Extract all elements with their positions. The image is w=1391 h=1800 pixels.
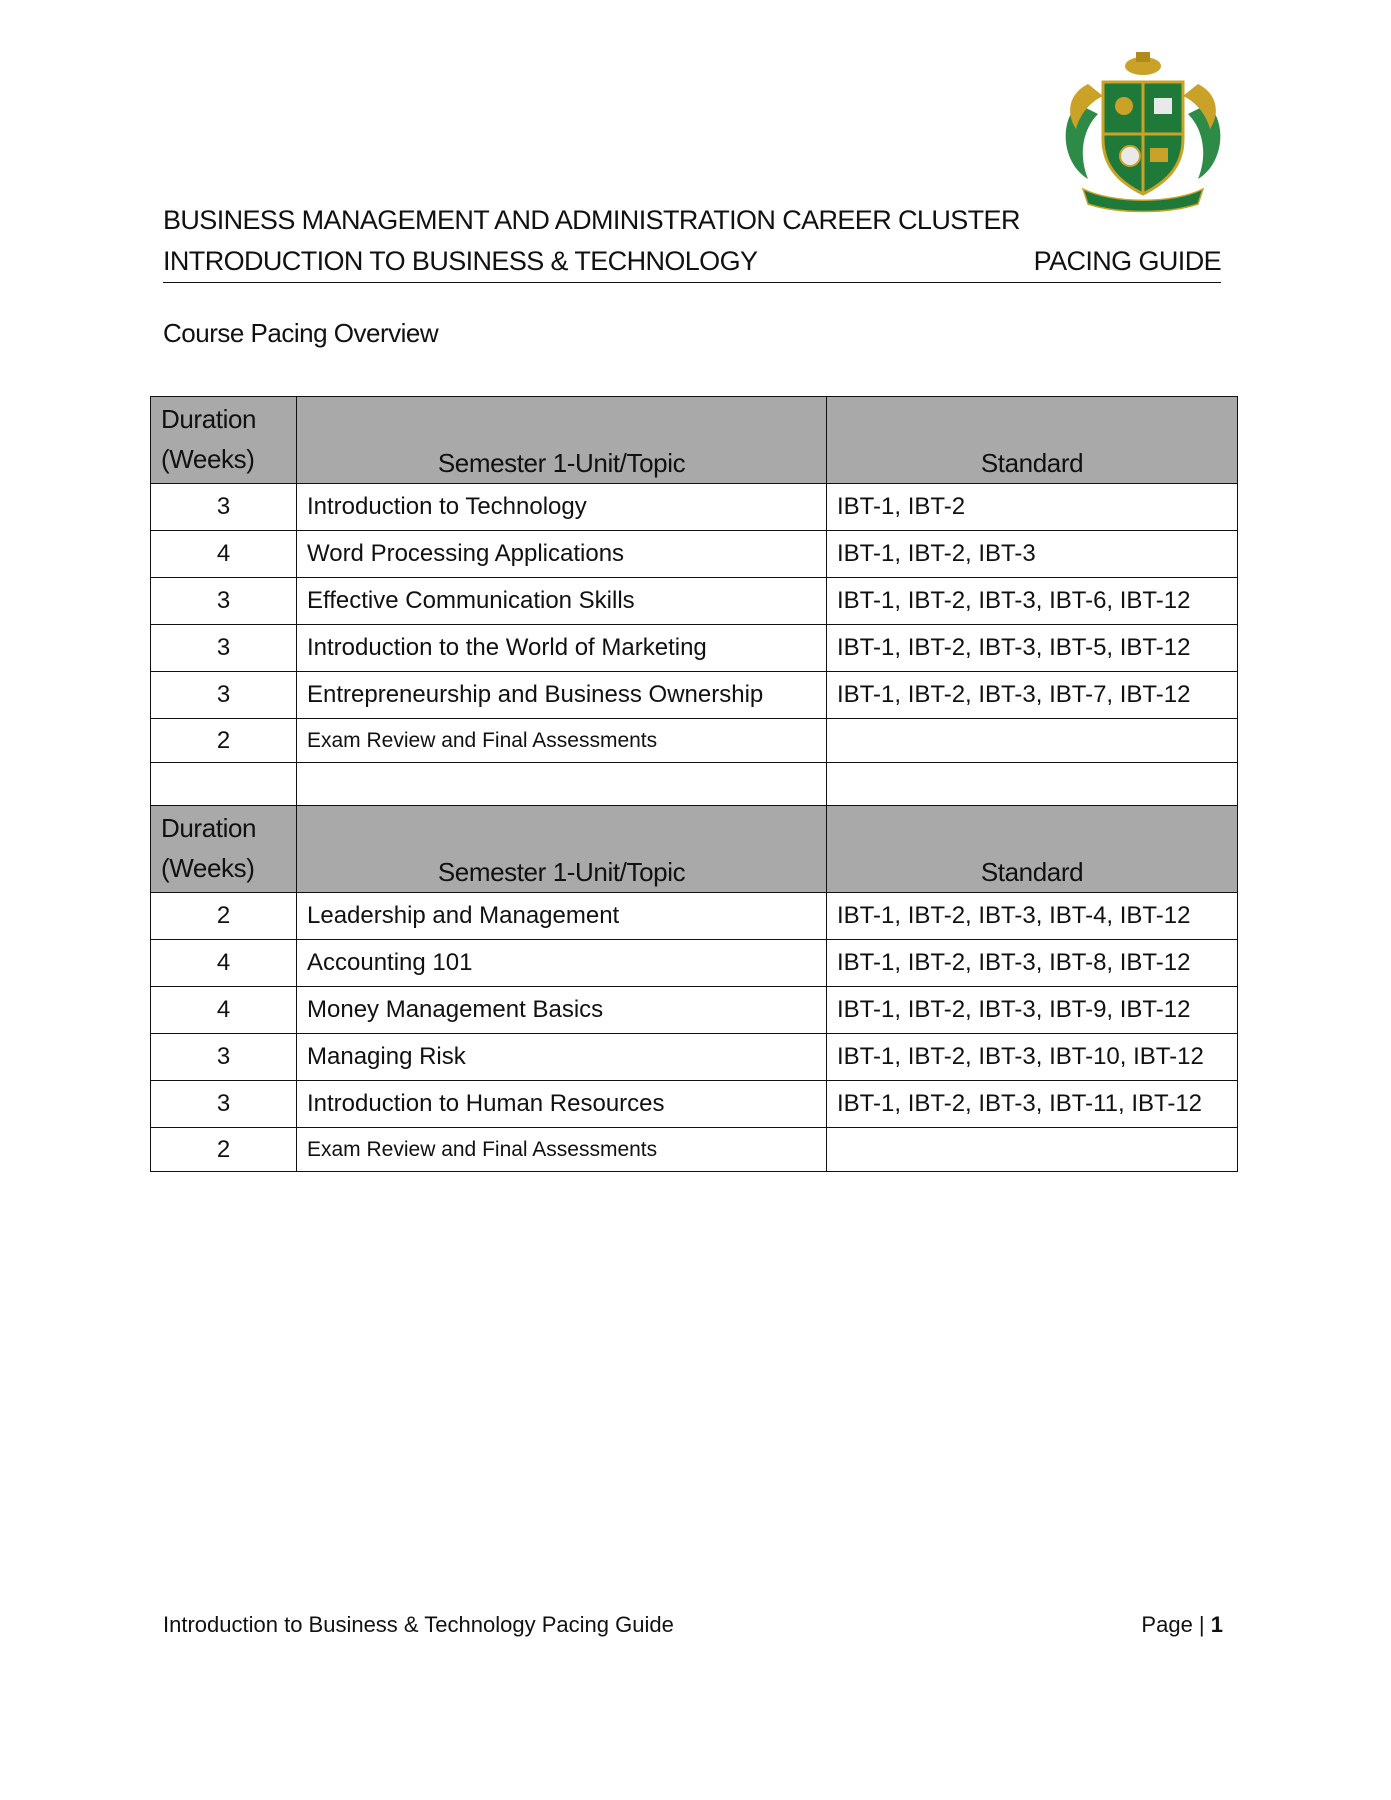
standard-cell <box>827 719 1238 763</box>
topic-cell: Effective Communication Skills <box>297 578 827 625</box>
standard-cell: IBT-1, IBT-2, IBT-3, IBT-6, IBT-12 <box>827 578 1238 625</box>
table-row <box>151 1034 1238 1081</box>
table-row <box>151 1128 1238 1172</box>
standard-cell: IBT-1, IBT-2, IBT-3, IBT-11, IBT-12 <box>827 1081 1238 1128</box>
page-number: 1 <box>1210 1612 1223 1637</box>
duration-header: Duration (Weeks) <box>151 806 297 893</box>
table-row <box>151 484 1238 531</box>
topic-cell: Introduction to the World of Marketing <box>297 625 827 672</box>
page-footer <box>163 1612 1223 1638</box>
standard-header: Standard <box>827 806 1238 893</box>
footer-doc-title: Introduction to Business & Technology Pacing Guide <box>163 1612 674 1637</box>
footer-page <box>1141 1612 1223 1638</box>
standard-cell: IBT-1, IBT-2, IBT-3, IBT-4, IBT-12 <box>827 893 1238 940</box>
weeks-cell: 2 <box>151 1128 297 1172</box>
weeks-cell: 3 <box>151 625 297 672</box>
standard-header: Standard <box>827 397 1238 484</box>
standard-cell: IBT-1, IBT-2 <box>827 484 1238 531</box>
standard-cell <box>827 1128 1238 1172</box>
topic-cell: Accounting 101 <box>297 940 827 987</box>
spacer-row <box>151 763 1238 806</box>
table-row <box>151 531 1238 578</box>
duration-header: Duration (Weeks) <box>151 397 297 484</box>
table-row <box>151 893 1238 940</box>
weeks-cell: 2 <box>151 893 297 940</box>
topic-cell: Exam Review and Final Assessments <box>297 1128 827 1172</box>
table-row <box>151 1081 1238 1128</box>
topic-cell: Introduction to Human Resources <box>297 1081 827 1128</box>
topic-header: Semester 1-Unit/Topic <box>297 806 827 893</box>
topic-cell: Entrepreneurship and Business Ownership <box>297 672 827 719</box>
topic-header: Semester 1-Unit/Topic <box>297 397 827 484</box>
weeks-cell: 4 <box>151 987 297 1034</box>
pacing-table <box>150 396 1238 1172</box>
standard-cell: IBT-1, IBT-2, IBT-3, IBT-5, IBT-12 <box>827 625 1238 672</box>
career-cluster-title: BUSINESS MANAGEMENT AND ADMINISTRATION CAREER CLUSTER <box>163 205 1020 235</box>
table-row <box>151 672 1238 719</box>
standard-cell: IBT-1, IBT-2, IBT-3, IBT-8, IBT-12 <box>827 940 1238 987</box>
topic-cell: Exam Review and Final Assessments <box>297 719 827 763</box>
school-crest-icon <box>1058 44 1228 214</box>
weeks-cell: 3 <box>151 1081 297 1128</box>
course-title-line <box>163 246 1221 283</box>
standard-cell: IBT-1, IBT-2, IBT-3, IBT-7, IBT-12 <box>827 672 1238 719</box>
table-row <box>151 940 1238 987</box>
topic-cell: Leadership and Management <box>297 893 827 940</box>
table-row <box>151 987 1238 1034</box>
course-title: INTRODUCTION TO BUSINESS & TECHNOLOGY <box>163 246 758 276</box>
weeks-cell: 3 <box>151 672 297 719</box>
topic-cell: Money Management Basics <box>297 987 827 1034</box>
standard-cell: IBT-1, IBT-2, IBT-3, IBT-9, IBT-12 <box>827 987 1238 1034</box>
weeks-cell: 4 <box>151 940 297 987</box>
table-row <box>151 625 1238 672</box>
weeks-cell: 3 <box>151 578 297 625</box>
topic-cell: Introduction to Technology <box>297 484 827 531</box>
weeks-cell: 3 <box>151 484 297 531</box>
topic-cell: Managing Risk <box>297 1034 827 1081</box>
topic-cell: Word Processing Applications <box>297 531 827 578</box>
standard-cell: IBT-1, IBT-2, IBT-3 <box>827 531 1238 578</box>
weeks-cell: 3 <box>151 1034 297 1081</box>
standard-cell: IBT-1, IBT-2, IBT-3, IBT-10, IBT-12 <box>827 1034 1238 1081</box>
page-label: Page | <box>1141 1612 1211 1637</box>
weeks-cell: 4 <box>151 531 297 578</box>
table-header-row <box>151 397 1238 484</box>
section-title: Course Pacing Overview <box>163 318 439 348</box>
table-row <box>151 719 1238 763</box>
weeks-cell: 2 <box>151 719 297 763</box>
table-row <box>151 578 1238 625</box>
table-header-row <box>151 806 1238 893</box>
pacing-guide-label: PACING GUIDE <box>1033 246 1221 276</box>
